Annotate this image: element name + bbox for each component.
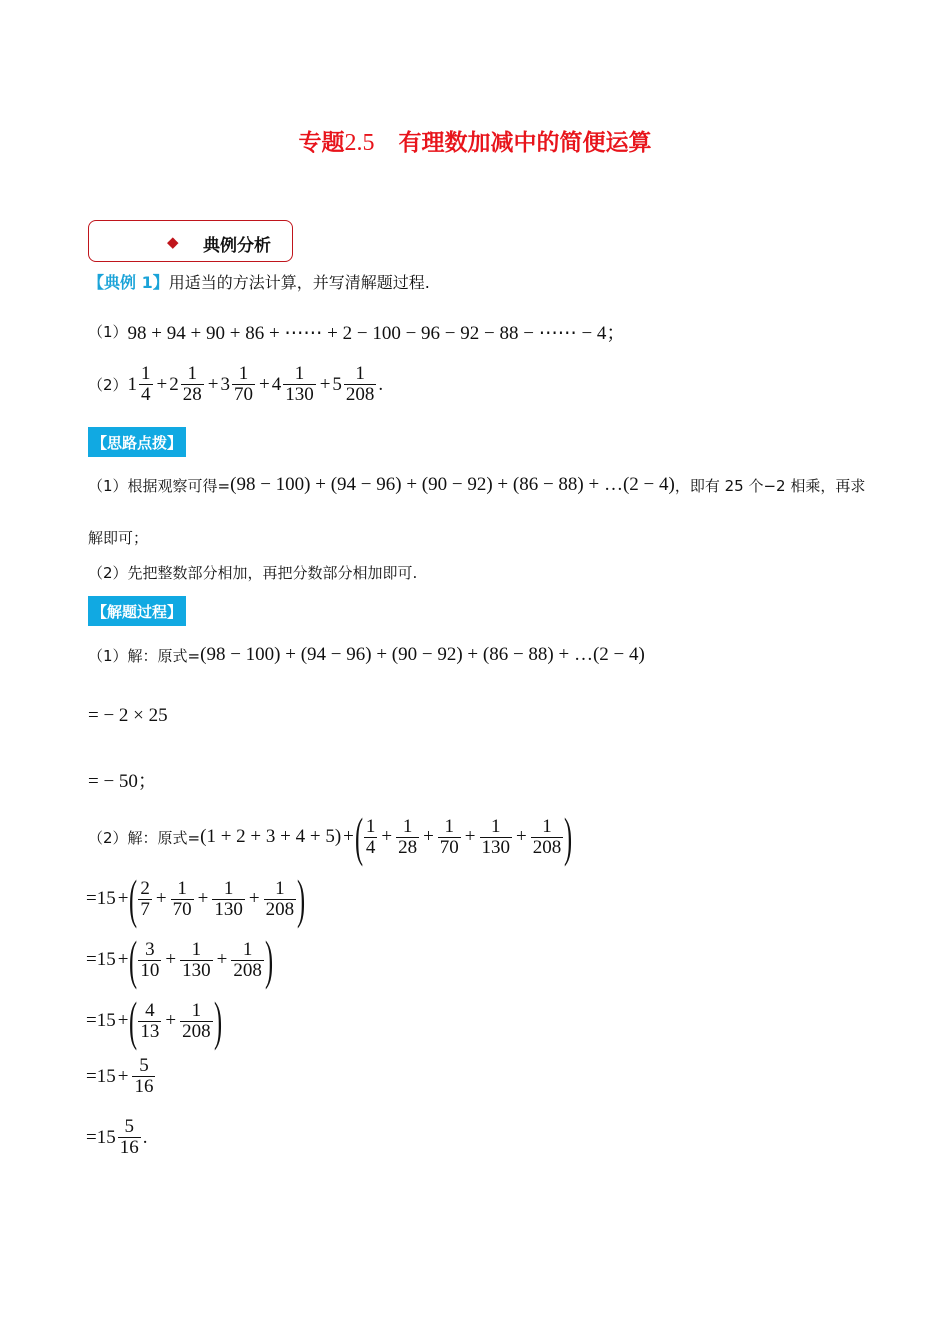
solution-2-line-5: = 15 + $\frac{5}{16}$ <box>86 1055 154 1097</box>
hint-line-1-cont: 解即可； <box>88 529 149 547</box>
page-title: 专题2.5 有理数加减中的简便运算 <box>298 130 652 156</box>
hint-line-1: （1）根据观察可得= (98 − 100) + (94 − 96) + (90 − 92) + (86 − 88) + …(2 − 4) ，即有 25 个−2 相乘，再求 <box>88 474 866 495</box>
solution-2-line-1: （2）解：原式= ( 1 + 2 + 3 + 4 + 5 ) + ( $\frac{1}{4}$ + $\frac{1}{28}$ + $\frac{1}{70}$ + $\frac{1}{130}$ + $\frac{1}{208}$ ) <box>88 807 573 867</box>
hint-badge: 【思路点拨】 <box>88 427 186 457</box>
question-1: （1） 98 + 94 + 90 + 86 + ⋯⋯ + 2 − 100 − 96 − 92 − 88 − ⋯⋯ − 4； <box>88 323 626 344</box>
solution-1-line-2: = − 2 × 25 <box>88 705 168 726</box>
hint-line-2: （2）先把整数部分相加，再把分数部分相加即可. <box>88 564 418 582</box>
solution-1-line-1: （1）解：原式= (98 − 100) + (94 − 96) + (90 − 92) + (86 − 88) + …(2 − 4) <box>88 644 645 665</box>
solution-2-line-3: = 15 + ( $\frac{3}{10}$ + $\frac{1}{130}$ + $\frac{1}{208}$ ) <box>86 930 273 990</box>
solution-badge: 【解题过程】 <box>88 596 186 626</box>
section-header-box <box>88 220 293 262</box>
solution-2-line-6: = 15 $\frac{5}{16}$ . <box>86 1116 148 1158</box>
diamond-icon: ◆ <box>167 233 179 251</box>
solution-1-line-3: = − 50； <box>88 771 157 792</box>
question-2: （2） 1 $\frac{1}{4}$ + 2 $\frac{1}{28}$ + 3 $\frac{1}{70}$ + 4 $\frac{1}{130}$ + 5 $\frac{1}{208}$ . <box>88 363 384 405</box>
section-label: 典例分析 <box>203 236 271 256</box>
solution-2-line-4: = 15 + ( $\frac{4}{13}$ + $\frac{1}{208}$ ) <box>86 991 222 1051</box>
solution-2-line-2: = 15 + ( $\frac{2}{7}$ + $\frac{1}{70}$ + $\frac{1}{130}$ + $\frac{1}{208}$ ) <box>86 869 306 929</box>
example-prompt: 【典例 1】 用适当的方法计算，并写清解题过程. <box>88 273 430 292</box>
